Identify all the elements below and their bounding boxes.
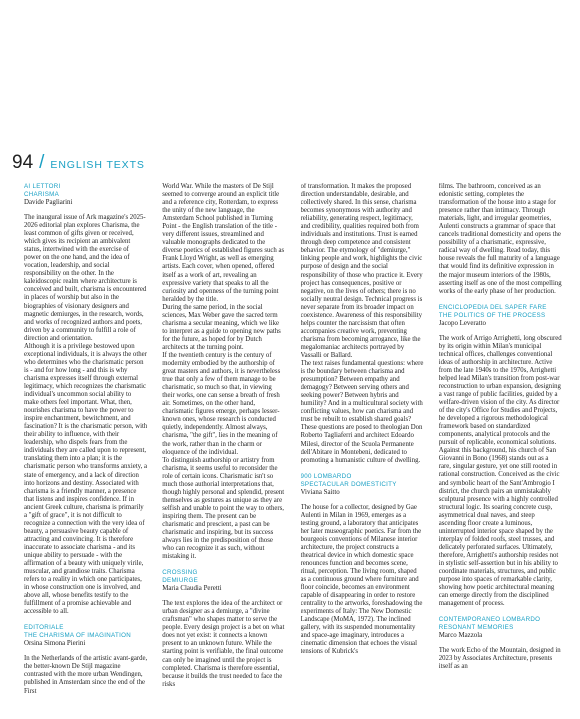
article-author: Orsina Simona Pierini bbox=[24, 640, 86, 648]
article-section bbox=[24, 624, 147, 695]
body-paragraph: In the Netherlands of the artistic avant-garde, the better-known De Stijl magazine contrasted with the more urban Wendingen, published in Amsterdam since the end of the First bbox=[24, 655, 148, 695]
text-column-4 bbox=[439, 183, 562, 715]
section-kicker: CROSSING bbox=[162, 569, 198, 577]
body-paragraph: During the same period, in the social sciences, Max Weber gave the sacred term charisma a secular meaning, which we like to interpret as a guide to opening new paths for the future, as hoped for by Dutch architects at the turning point. bbox=[162, 303, 281, 351]
body-paragraph: The text explores the idea of the architect or urban designer as a demiurge, a "divine craftsman" who shapes matter to serve the people. Every design project is a bet on what does not yet exist: it connects a known present to an unknown future. While the starting point is verifiable, the final outcome can only be imagined until the project is completed. Charisma is therefore essential, because it builds the trust needed to face the risks bbox=[162, 600, 285, 688]
article-title: THE CHARISMA OF IMAGINATION bbox=[24, 632, 131, 640]
article-section bbox=[301, 473, 424, 657]
text-column-1 bbox=[24, 183, 147, 715]
section-kicker: AI LETTORI bbox=[24, 183, 61, 190]
header-separator: / bbox=[39, 152, 45, 173]
section-kicker: CONTEMPORANEO LOMBARDO bbox=[438, 616, 541, 624]
section-kicker: EDITORIALE bbox=[24, 624, 64, 632]
body-paragraph: films. The bathroom, conceived as an edonistic setting, completes the transformation of the house into a stage for presence rather than intimacy. Through materials, light, and irregular geometries, Aulenti constructs a grammar of space that cancels traditional domesticity and opens the possibility of a charismatic, expressive, radical way of dwelling. Read today, this house reveals the full maturity of a language that would find its definitive expression in the major museum interiors of the 1980s, asserting itself as one of the most compelling works of the early phase of her production. bbox=[438, 183, 562, 295]
body-paragraph: These questions are posed to theologian Don Roberto Tagliaferri and architect Edoardo Milesi, director of the Scuola Permanente dell'Abitare in Montebeni, dedicated to promoting a humanistic culture of dwelling. bbox=[300, 424, 423, 464]
body-paragraph: If the twentieth century is the century of modernity embodied by the authorship of great masters and authors, it is nevertheless true that only a few of them manage to be charismatic, so much so that, in viewing their works, one can sense a breath of fresh air. Sometimes, on the other hand, charismatic figures emerge, perhaps lesser-known ones, whose research is conducted quietly, independently. Almost always, charisma, "the gift", lies in the meaning of the work, rather than in the charm or eloquence of the individual. bbox=[162, 351, 281, 456]
body-paragraph: of transformation. It makes the proposed direction understandable, desirable, and collectively shared. In this sense, charisma becomes synonymous with authority and reliability, generating respect, legitimacy, and credibility, qualities required both from individuals and institutions. Trust is earned through deep competence and consistent behavior. The etymology of "demiurge," linking people and work, highlights the civic purpose of design and the social responsibility of those who practice it. Every project has consequences, positive or negative, on the lives of others; there is no socially neutral design. Technical progress is never separate from its broader impact on coexistence. Awareness of this responsibility helps counter the narcissism that often accompanies creative work, preventing charisma from becoming arrogance, like the megalomaniac architects portrayed by Vassalli or Ballard. bbox=[300, 183, 423, 359]
section-label: ENGLISH TEXTS bbox=[50, 159, 145, 171]
page-number: 94 bbox=[12, 152, 34, 173]
article-title: CHARISMA bbox=[24, 191, 60, 198]
body-paragraph: The text raises fundamental questions: where is the boundary between charisma and presumption? Between empathy and demagogy? Between serving others and seeking power? Between hybris and humility? And in a multicultural society with conflicting values, how can charisma and trust be rebuilt to establish shared goals? bbox=[300, 360, 424, 424]
section-kicker: 900 LOMBARDO bbox=[300, 472, 352, 480]
article-title: RESONANT MEMORIES bbox=[438, 624, 514, 632]
text-column-2 bbox=[162, 183, 285, 715]
body-paragraph: To distinguish authorship or artistry from charisma, it seems useful to reconsider the role of certain icons. Charismatic isn't so much those authorial interpretations that, though highly personal and splendid, present themselves as gestures as unique as they are selfish and unable to point the way to others, inspiring them. The present can be charismatic and prescient, a past can be charismatic and inspiring, but its success always lies in the predisposition of those who can recognize it as such, without mistaking it. bbox=[162, 456, 285, 561]
body-paragraph: World War. While the masters of De Stijl seemed to converge around an explicit title and a reference city, Rotterdam, to express the unity of the new language, the Amsterdam School published in Turning Point - the English translation of the title - very different issues, streamlined and valuable monographs dedicated to the diverse poetics of established figures such as Frank Lloyd Wright, as well as emerging artists. Each cover, when opened, offered itself as a work of art, revealing an expressive variety that speaks to all the curiosity and openness of the turning point heralded by the title. bbox=[162, 183, 285, 303]
page-header bbox=[12, 152, 145, 174]
article-section bbox=[162, 183, 285, 561]
article-title: THE POLITICS OF THE PROCESS bbox=[438, 311, 546, 319]
article-section bbox=[439, 183, 562, 296]
article-author: Maria Claudia Peretti bbox=[162, 585, 222, 593]
article-section bbox=[301, 183, 424, 465]
body-paragraph: The work Echo of the Mountain, designed in 2023 by Associates Architecture, presents itself as an bbox=[438, 647, 561, 671]
article-author: Marco Mazzola bbox=[438, 632, 483, 640]
text-column-3 bbox=[301, 183, 424, 715]
article-section bbox=[24, 183, 147, 616]
text-columns bbox=[24, 183, 562, 715]
body-paragraph: The house for a collector, designed by Gae Aulenti in Milan in 1969, emerges as a testing ground, a laboratory that anticipates her later museographic poetics. Far from the bourgeois conventions of Milanese interior architecture, the project constructs a theatrical device in which domestic space renounces function and becomes scene, ritual, perception. The living room, shaped as a continuous ground where furniture and floor coincide, becomes an environment capable of disappearing in order to restore centrality to the artworks, foreshadowing the experiments of Italy: The New Domestic Landscape (MoMA, 1972). The inclined gallery, with its suspended monumentality and space-age imaginary, introduces a cinematic dimension that echoes the visual tensions of Kubrick's bbox=[300, 503, 423, 656]
section-kicker: ENCICLOPEDIA DEL SAPER FARE bbox=[438, 303, 547, 311]
article-section bbox=[162, 569, 285, 689]
body-paragraph: The inaugural issue of Ark magazine's 2025-2026 editorial plan explores Charisma, the least common of gifts given or received, which gives its recipient an ambivalent status, intertwined with the exercise of power on the one hand, and the idea of vocation, leadership, and social responsibility on the other. In the kaleidoscopic realm where architecture is conceived and built, charisma is encountered in places of worship but also in the biographies of visionary designers and magnetic demiurges, in the research, words, and works of recognized authors and poets, driven by a community to fulfill a role of direction and orientation. bbox=[24, 214, 147, 342]
body-paragraph: Although it is a privilege bestowed upon exceptional individuals, it is always the other who determines who the charismatic person is - and for how long - and this is why charisma expresses itself through external legitimacy, which recognizes the charismatic individual's uncommon social ability to make others feel important. What, then, nourishes charisma to have the power to inspire enchantment, bewitchment, and fascination? It is the charismatic person, with their ability to influence, with their leadership, who dispels fears from the individuals they are called upon to represent, translating them into a plan; it is the charismatic person who transforms anxiety, a state of emergency, and a lack of direction into horizons and destiny. Associated with charisma is a friendly manner, a presence that listens and inspires confidence. If in ancient Greek culture, charisma is primarily a "gift of grace", it is not difficult to recognize a connection with the very idea of beauty, a persuasive beauty capable of attracting and convincing. It is therefore inaccurate to associate charisma - and its unique ability to persuade - with the affirmation of a beauty with uniquely virile, muscular, and grandiose traits. Charisma refers to a reality in which one participates, in whose construction one is involved, and above all, whose benefits testify to the fulfillment of a promise achievable and accessible to all. bbox=[24, 342, 148, 616]
body-paragraph: The work of Arrigo Arrighetti, long obscured by its origin within Milan's municipal technical offices, challenges conventional ideas of authorship in architecture. Active from the late 1940s to the 1970s, Arrighetti helped lead Milan's transition from post-war reconstruction to urban expansion, designing a vast range of public facilities, guided by a welfare-driven vision of the city. As director of the city's Office for Studies and Projects, he developed a rigorous methodological framework based on standardized components, analytical protocols and the pursuit of replicable, economical solutions. Against this background, his church of San Giovanni in Bono (1968) stands out as a rare, singular gesture, yet one still rooted in rational construction. Conceived as the civic and symbolic heart of the Sant'Ambrogio I district, the church pairs an unmistakably sculptural presence with a highly controlled structural logic. Its soaring concrete cusp, asymmetrical dual naves, and steep ascending floor create a luminous, uninterrupted interior space shaped by the interplay of folded roofs, steel trusses, and delicately perforated surfaces. Ultimately, therefore, Arrighetti's authorship resides not in stylistic self-assertion but in his ability to coordinate materials, structures, and public purpose into spaces of remarkable clarity, showing how poetic architectural meaning can emerge directly from the disciplined management of process. bbox=[438, 334, 562, 608]
article-title: SPECTACULAR DOMESTICITY bbox=[300, 480, 397, 488]
article-section bbox=[439, 616, 562, 671]
article-author: Viviana Saitto bbox=[300, 488, 340, 496]
article-section bbox=[439, 304, 562, 609]
article-title: DEMIURGE bbox=[162, 577, 198, 585]
article-author: Jacopo Leveratto bbox=[438, 319, 487, 327]
article-author: Davide Pagliarini bbox=[24, 199, 73, 206]
